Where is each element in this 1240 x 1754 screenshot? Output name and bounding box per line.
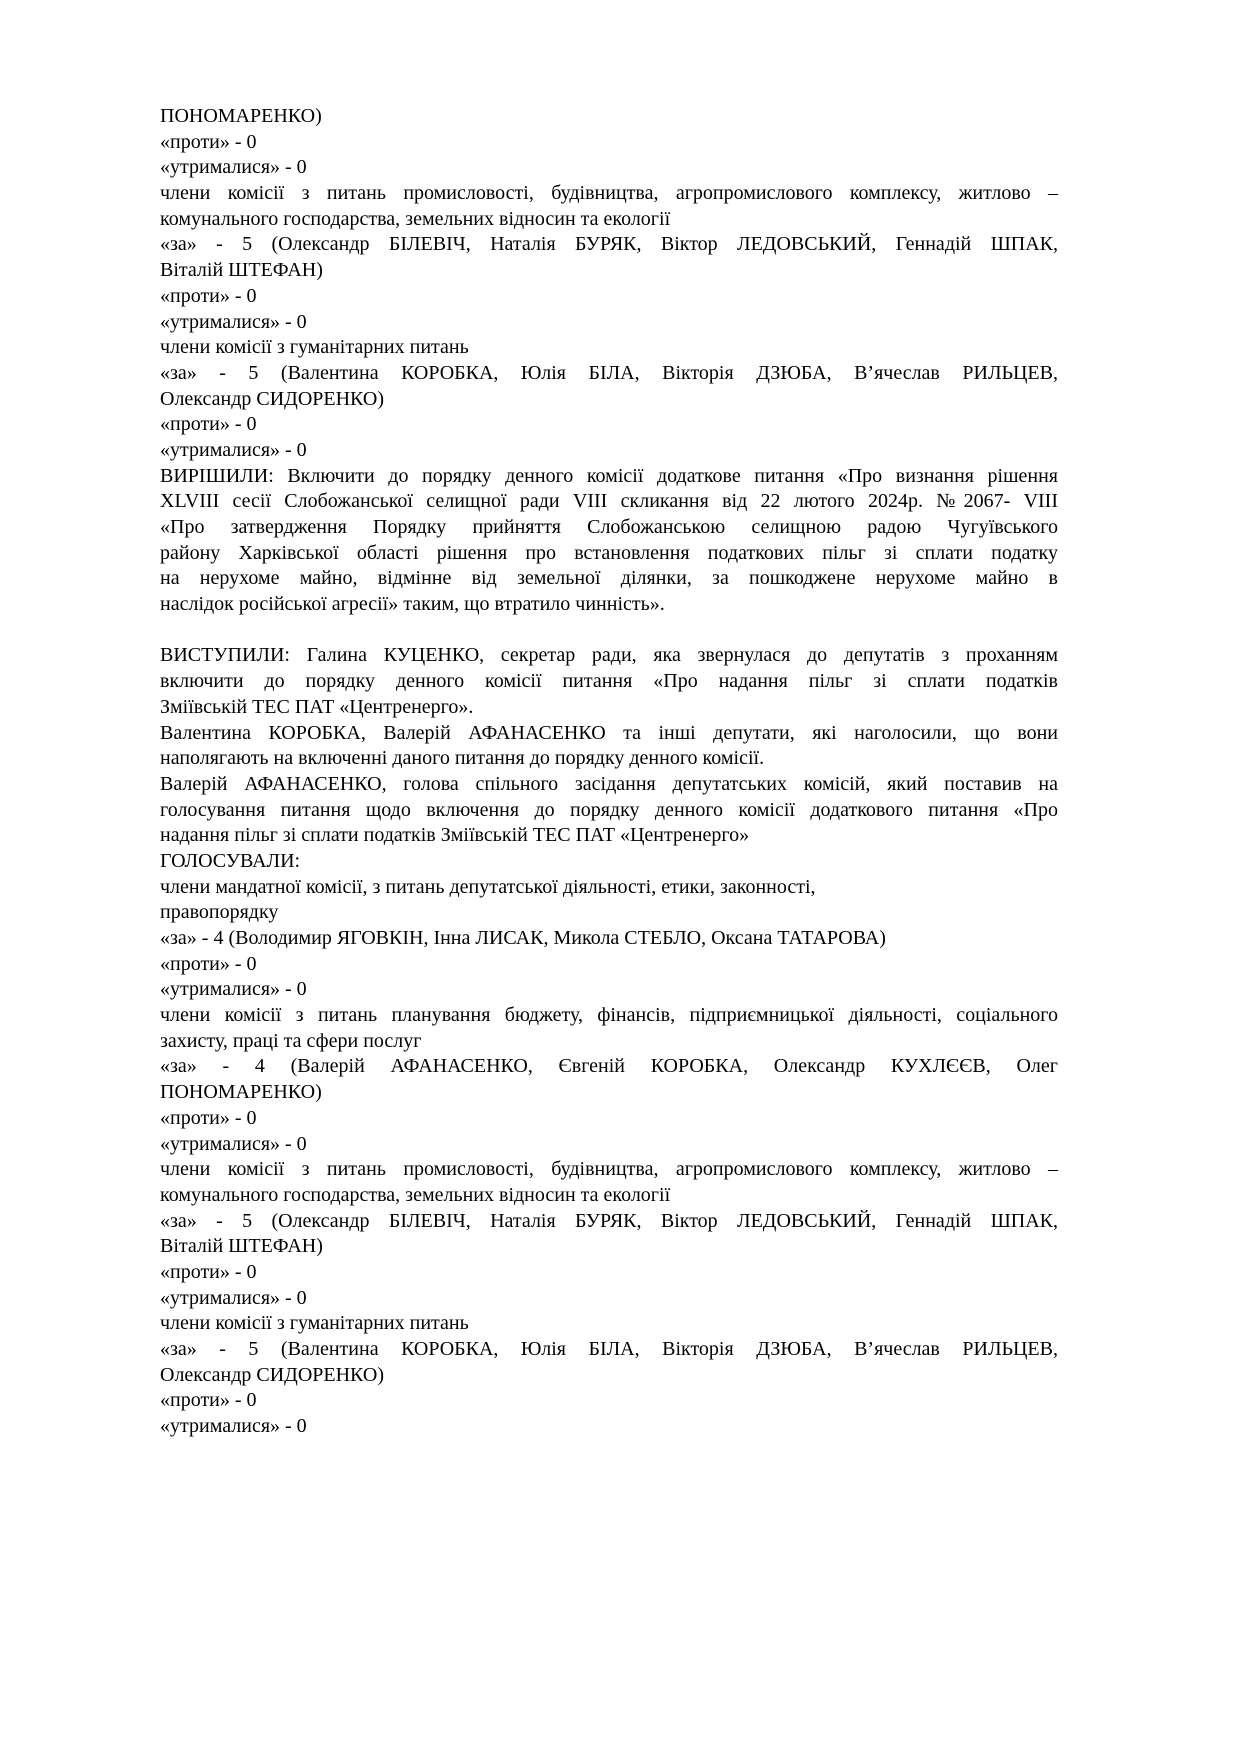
document-page [160,104,1058,1440]
text-line: члени комісії з питань промисловості, будівництва, агропромислового комплексу, житлово – [160,182,1058,205]
text-line: «утрималися» - 0 [160,1286,307,1309]
text-line: «за» - 4 (Володимир ЯГОВКІН, Інна ЛИСАК, Микола СТЕБЛО, Оксана ТАТАРОВА) [160,927,886,949]
text-line: голосування питання щодо включення до порядку денного комісії додаткового питання «Про [160,798,1058,821]
text-line: «проти» - 0 [160,130,257,153]
text-line: «за» - 5 (Олександр БІЛЕВІЧ, Наталія БУРЯК, Віктор ЛЕДОВСЬКИЙ, Геннадій ШПАК, [160,1209,1058,1232]
text-line: комунального господарства, земельних відносин та екології [160,1183,671,1206]
text-line: на нерухоме майно, відмінне від земельної ділянки, за пошкоджене нерухоме майно в [160,567,1058,590]
text-line: Валентина КОРОБКА, Валерій АФАНАСЕНКО та інші депутати, які наголосили, що вони [160,721,1058,744]
text-line: «утрималися» - 0 [160,156,307,179]
text-line: члени комісії з питань промисловості, будівництва, агропромислового комплексу, житлово – [160,1158,1058,1181]
text-line: правопорядку [160,901,279,924]
text-line: «утрималися» - 0 [160,310,307,333]
text-line: включити до порядку денного комісії питання «Про надання пільг зі сплати податків [160,670,1058,693]
text-line: «за» - 5 (Валентина КОРОБКА, Юлія БІЛА, Вікторія ДЗЮБА, В’ячеслав РИЛЬЦЕВ, [160,1338,1058,1360]
text-line: Олександр СИДОРЕНКО) [160,387,384,410]
text-line: «утрималися» - 0 [160,1415,307,1438]
text-line: наполягають на включенні даного питання до порядку денного комісії. [160,747,765,770]
text-line: члени мандатної комісії, з питань депутатської діяльності, етики, законності, [160,875,816,898]
text-line: Валерій АФАНАСЕНКО, голова спільного засідання депутатських комісій, який поставив на [160,772,1058,795]
text-line: Віталій ШТЕФАН) [160,259,323,282]
text-line: Зміївській ТЕС ПАТ «Центренерго». [160,695,474,718]
text-line: «проти» - 0 [160,284,257,307]
text-line: комунального господарства, земельних відносин та екології [160,207,671,230]
text-line: «утрималися» - 0 [160,438,307,461]
text-line: району Харківської області рішення про встановлення податкових пільг зі сплати податку [160,541,1058,564]
text-line: «за» - 4 (Валерій АФАНАСЕНКО, Євгеній КОРОБКА, Олександр КУХЛЄЄВ, Олег [160,1055,1058,1078]
text-line: Віталій ШТЕФАН) [160,1235,323,1258]
text-line: «Про затвердження Порядку прийняття Слобожанською селищною радою Чугуївського [160,516,1058,538]
text-line: наслідок російської агресії» таким, що втратило чинність». [160,593,665,616]
text-line: «проти» - 0 [160,952,257,975]
text-line: ВИРІШИЛИ: Включити до порядку денного комісії додаткове питання «Про визнання рішення [160,464,1058,487]
blank-line [160,618,1058,644]
text-line: члени комісії з гуманітарних питань [160,336,469,359]
text-line: члени комісії з гуманітарних питань [160,1312,469,1335]
text-line: ПОНОМАРЕНКО) [160,105,322,127]
text-line: надання пільг зі сплати податків Зміївській ТЕС ПАТ «Центренерго» [160,824,750,847]
text-line: захисту, праці та сфери послуг [160,1029,422,1052]
text-line: Олександр СИДОРЕНКО) [160,1363,384,1386]
text-line: «проти» - 0 [160,1106,257,1129]
text-line: «проти» - 0 [160,1260,257,1283]
text-line: ПОНОМАРЕНКО) [160,1081,322,1104]
text-line: «проти» - 0 [160,413,257,436]
text-line: «за» - 5 (Валентина КОРОБКА, Юлія БІЛА, Вікторія ДЗЮБА, В’ячеслав РИЛЬЦЕВ, [160,361,1058,384]
text-line: «проти» - 0 [160,1389,257,1412]
text-line: ГОЛОСУВАЛИ: [160,849,301,872]
text-line: ВИСТУПИЛИ: Галина КУЦЕНКО, секретар ради, яка звернулася до депутатів з проханням [160,644,1058,667]
text-line: «за» - 5 (Олександр БІЛЕВІЧ, Наталія БУРЯК, Віктор ЛЕДОВСЬКИЙ, Геннадій ШПАК, [160,233,1058,256]
text-line: «утрималися» - 0 [160,978,307,1001]
text-line: XLVIII сесії Слобожанської селищної ради VIII скликання від 22 лютого 2024р. №2067- VIII [160,490,1058,513]
text-line: члени комісії з питань планування бюджету, фінансів, підприємницької діяльності, соціального [160,1004,1058,1027]
text-line: «утрималися» - 0 [160,1132,307,1155]
